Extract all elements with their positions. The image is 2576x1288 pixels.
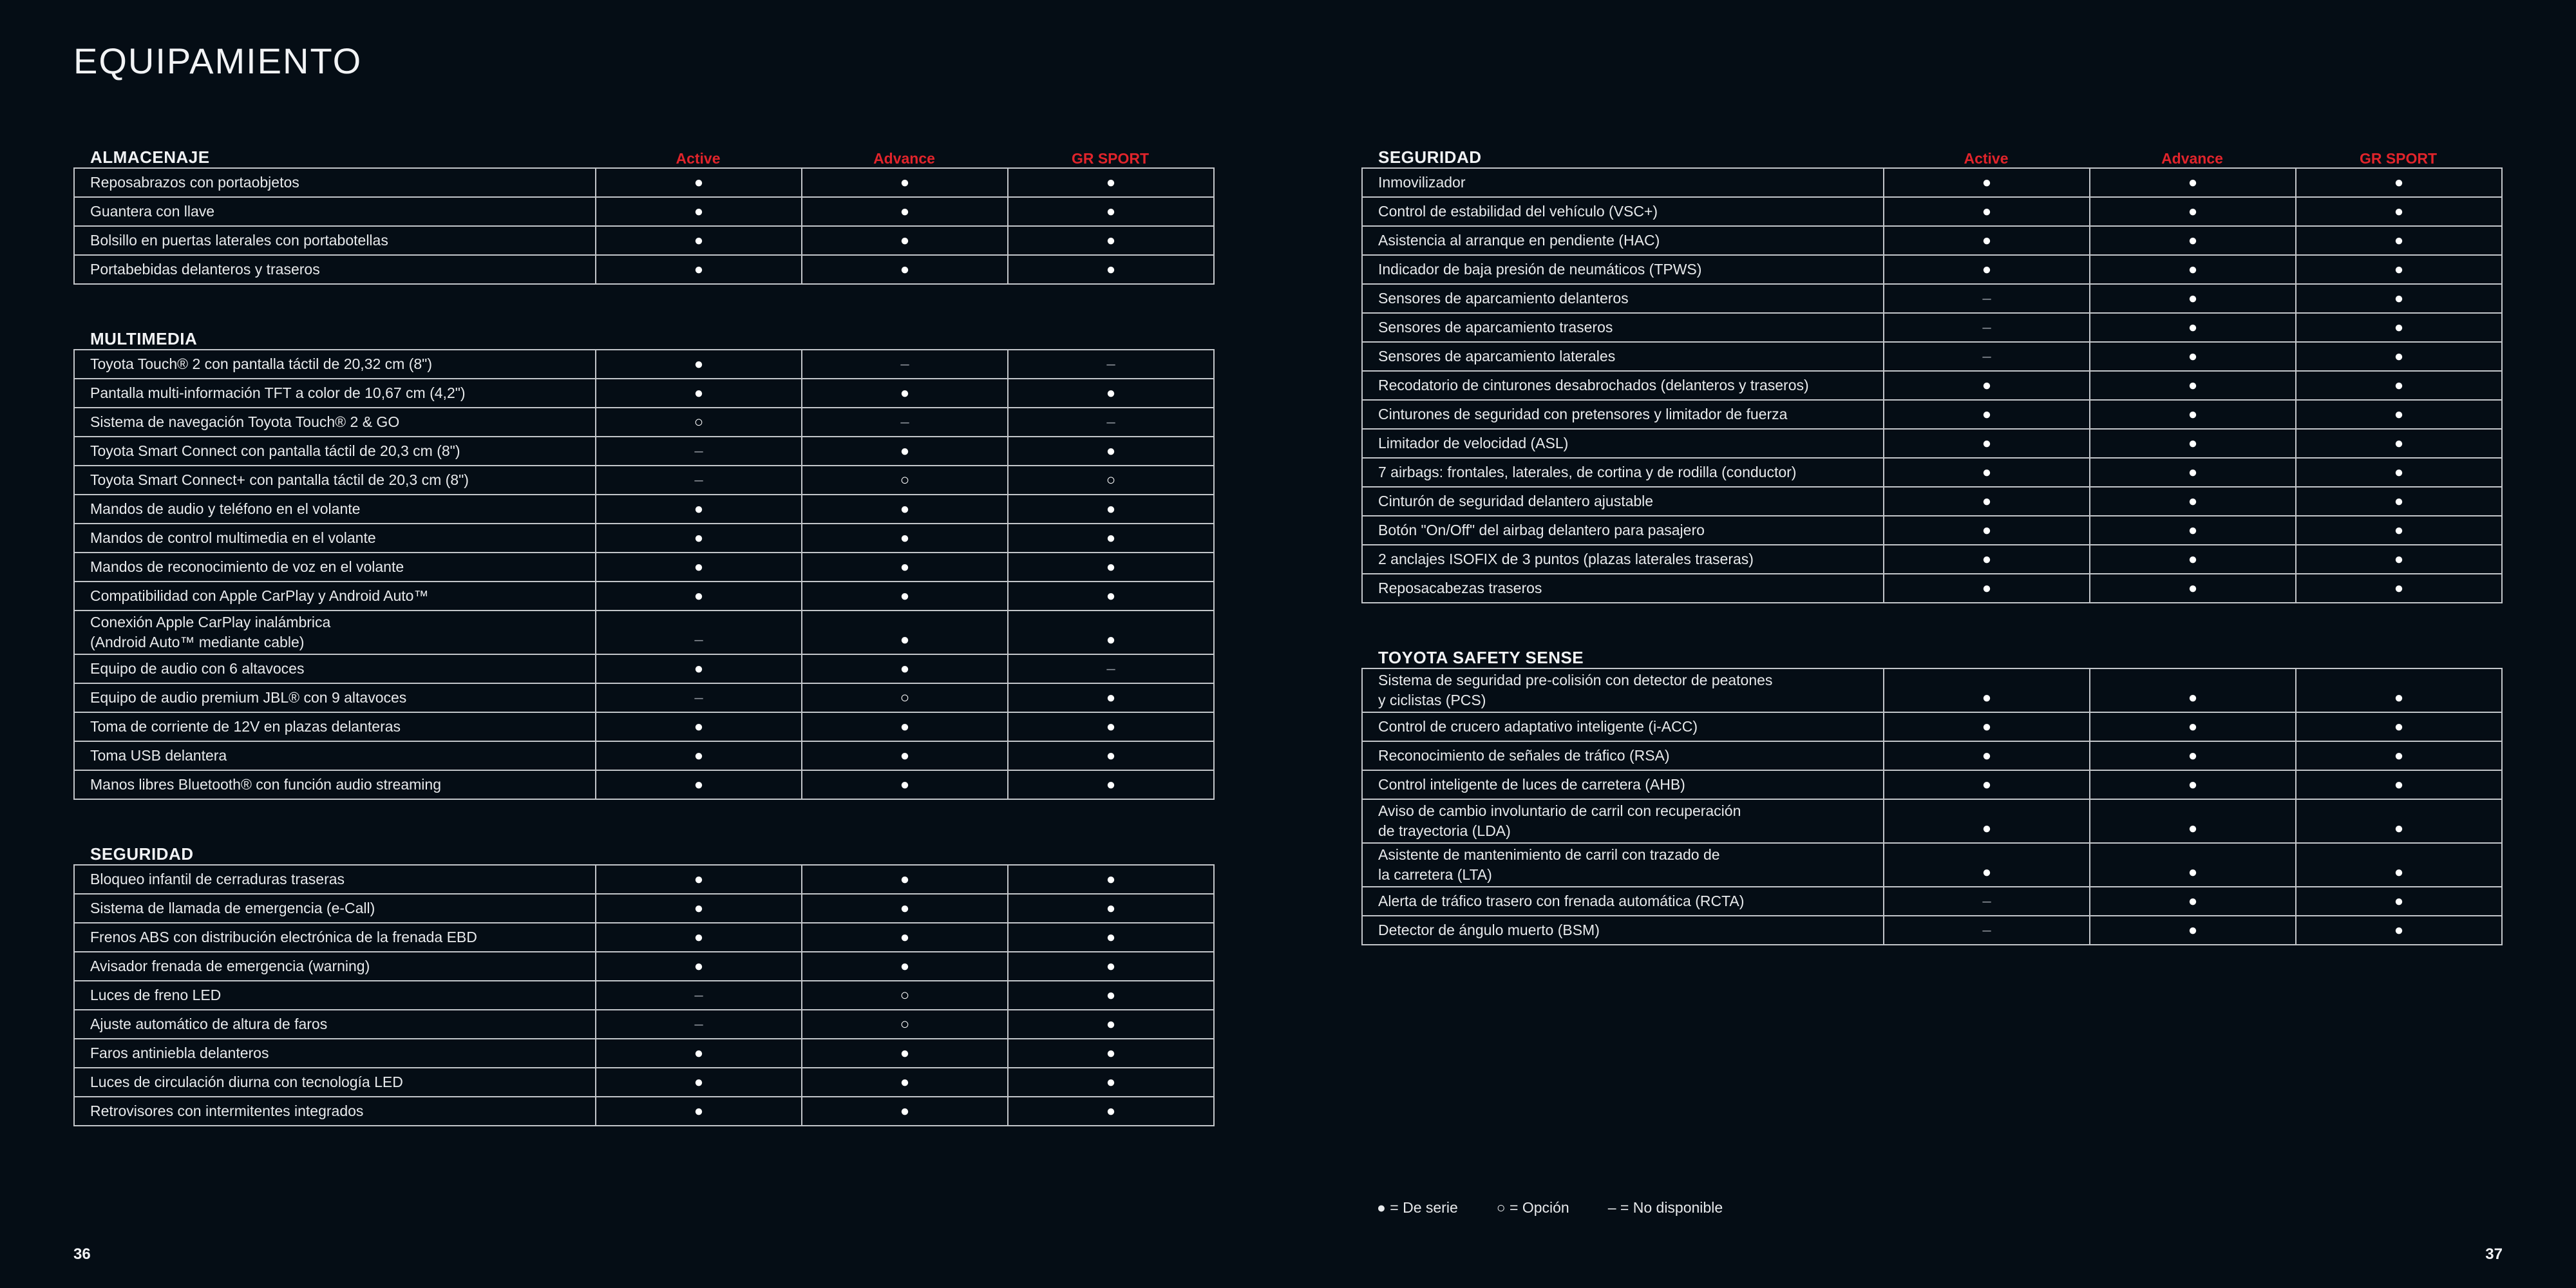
availability-active: ● bbox=[1884, 843, 2090, 887]
table-row bbox=[1362, 371, 2502, 400]
table-row bbox=[74, 168, 1214, 197]
availability-gr-sport: ○ bbox=[1008, 466, 1214, 495]
table-row bbox=[1362, 741, 2502, 770]
availability-advance: ● bbox=[2090, 843, 2296, 887]
feature-label: Toma de corriente de 12V en plazas delanteras bbox=[74, 712, 596, 741]
availability-gr-sport: ● bbox=[2296, 342, 2502, 371]
availability-active: ● bbox=[1884, 197, 2090, 226]
section-title: MULTIMEDIA bbox=[90, 329, 198, 348]
table-row bbox=[1362, 487, 2502, 516]
table-row bbox=[1362, 429, 2502, 458]
availability-advance: ● bbox=[802, 524, 1008, 553]
table-row bbox=[74, 770, 1214, 799]
table-row bbox=[74, 255, 1214, 284]
availability-advance: ● bbox=[2090, 255, 2296, 284]
availability-advance: ● bbox=[2090, 916, 2296, 945]
availability-gr-sport: ● bbox=[2296, 400, 2502, 429]
feature-label: Bolsillo en puertas laterales con portabotellas bbox=[74, 226, 596, 255]
availability-advance: ● bbox=[802, 255, 1008, 284]
availability-advance: ● bbox=[802, 1068, 1008, 1097]
availability-active: – bbox=[1884, 313, 2090, 342]
availability-gr-sport: ● bbox=[1008, 741, 1214, 770]
section-seguridad bbox=[73, 831, 1215, 1126]
availability-gr-sport: ● bbox=[2296, 284, 2502, 313]
legend-not-available: – = No disponible bbox=[1607, 1199, 1723, 1216]
feature-label: Sistema de llamada de emergencia (e-Call) bbox=[74, 894, 596, 923]
section-title: ALMACENAJE bbox=[90, 147, 210, 167]
feature-label: Asistencia al arranque en pendiente (HAC) bbox=[1362, 226, 1884, 255]
feature-label: Recodatorio de cinturones desabrochados (delanteros y traseros) bbox=[1362, 371, 1884, 400]
section-header bbox=[1361, 134, 2503, 167]
availability-advance: ● bbox=[2090, 197, 2296, 226]
table-row bbox=[1362, 226, 2502, 255]
table-row bbox=[74, 350, 1214, 379]
availability-gr-sport: ● bbox=[2296, 545, 2502, 574]
availability-active: ● bbox=[1884, 741, 2090, 770]
availability-active: – bbox=[596, 981, 802, 1010]
availability-advance: ● bbox=[2090, 516, 2296, 545]
availability-active: ● bbox=[596, 1097, 802, 1126]
feature-label: Inmovilizador bbox=[1362, 168, 1884, 197]
availability-active: ● bbox=[1884, 487, 2090, 516]
availability-advance: – bbox=[802, 350, 1008, 379]
availability-gr-sport: ● bbox=[1008, 611, 1214, 654]
table-row bbox=[1362, 458, 2502, 487]
table-row bbox=[74, 611, 1214, 654]
availability-gr-sport: ● bbox=[2296, 741, 2502, 770]
left-column bbox=[73, 134, 1215, 1157]
availability-advance: ● bbox=[2090, 284, 2296, 313]
feature-label: Limitador de velocidad (ASL) bbox=[1362, 429, 1884, 458]
availability-advance: ● bbox=[802, 1097, 1008, 1126]
feature-label: Guantera con llave bbox=[74, 197, 596, 226]
legend-option: ○ = Opción bbox=[1496, 1199, 1569, 1216]
availability-advance: ● bbox=[2090, 770, 2296, 799]
availability-active: ● bbox=[1884, 516, 2090, 545]
availability-advance: ○ bbox=[802, 1010, 1008, 1039]
availability-advance: ● bbox=[802, 1039, 1008, 1068]
table-row bbox=[74, 952, 1214, 981]
feature-label: Sensores de aparcamiento laterales bbox=[1362, 342, 1884, 371]
table-row bbox=[74, 683, 1214, 712]
equipment-table bbox=[1361, 167, 2503, 603]
availability-active: ● bbox=[1884, 668, 2090, 712]
availability-gr-sport: ● bbox=[1008, 437, 1214, 466]
availability-advance: ● bbox=[802, 865, 1008, 894]
availability-gr-sport: ● bbox=[1008, 1010, 1214, 1039]
section-title: TOYOTA SAFETY SENSE bbox=[1378, 648, 1584, 667]
availability-advance: ● bbox=[802, 437, 1008, 466]
availability-advance: ● bbox=[802, 379, 1008, 408]
table-row bbox=[1362, 313, 2502, 342]
availability-gr-sport: ● bbox=[2296, 226, 2502, 255]
table-row bbox=[74, 741, 1214, 770]
feature-label: Luces de circulación diurna con tecnología LED bbox=[74, 1068, 596, 1097]
section-almacenaje bbox=[73, 134, 1215, 285]
availability-gr-sport: ● bbox=[2296, 887, 2502, 916]
availability-active: ● bbox=[596, 379, 802, 408]
table-row bbox=[1362, 843, 2502, 887]
table-row bbox=[1362, 168, 2502, 197]
availability-gr-sport: ● bbox=[1008, 770, 1214, 799]
availability-gr-sport: ● bbox=[1008, 1039, 1214, 1068]
availability-advance: ● bbox=[2090, 487, 2296, 516]
availability-advance: ● bbox=[802, 553, 1008, 582]
availability-advance: ● bbox=[802, 894, 1008, 923]
page-number-left: 36 bbox=[73, 1245, 91, 1263]
feature-label: Sensores de aparcamiento delanteros bbox=[1362, 284, 1884, 313]
table-row bbox=[74, 553, 1214, 582]
table-row bbox=[74, 524, 1214, 553]
table-row bbox=[74, 865, 1214, 894]
availability-active: – bbox=[596, 437, 802, 466]
availability-advance: ● bbox=[802, 582, 1008, 611]
table-row bbox=[74, 654, 1214, 683]
feature-label: Retrovisores con intermitentes integrados bbox=[74, 1097, 596, 1126]
availability-active: ● bbox=[596, 654, 802, 683]
section-header bbox=[1361, 634, 2503, 668]
feature-label: Alerta de tráfico trasero con frenada automática (RCTA) bbox=[1362, 887, 1884, 916]
availability-advance: ● bbox=[2090, 712, 2296, 741]
availability-active: ● bbox=[1884, 400, 2090, 429]
feature-label: Reposacabezas traseros bbox=[1362, 574, 1884, 603]
table-row bbox=[1362, 284, 2502, 313]
availability-gr-sport: ● bbox=[1008, 1068, 1214, 1097]
table-row bbox=[1362, 197, 2502, 226]
section-header bbox=[73, 134, 1215, 167]
availability-gr-sport: ● bbox=[1008, 712, 1214, 741]
availability-advance: ● bbox=[802, 654, 1008, 683]
availability-advance: ○ bbox=[802, 466, 1008, 495]
feature-label: Toma USB delantera bbox=[74, 741, 596, 770]
trim-header-gr-sport: GR SPORT bbox=[2359, 150, 2438, 167]
availability-gr-sport: ● bbox=[2296, 487, 2502, 516]
table-row bbox=[74, 923, 1214, 952]
availability-advance: ● bbox=[2090, 741, 2296, 770]
trim-header-active: Active bbox=[1964, 150, 2009, 167]
availability-gr-sport: ● bbox=[2296, 516, 2502, 545]
availability-active: ● bbox=[1884, 770, 2090, 799]
availability-gr-sport: ● bbox=[2296, 371, 2502, 400]
availability-gr-sport: ● bbox=[1008, 683, 1214, 712]
availability-active: ● bbox=[596, 495, 802, 524]
availability-gr-sport: ● bbox=[2296, 843, 2502, 887]
feature-label: Compatibilidad con Apple CarPlay y Android Auto™ bbox=[74, 582, 596, 611]
availability-advance: ● bbox=[2090, 371, 2296, 400]
availability-advance: ● bbox=[802, 741, 1008, 770]
availability-active: ● bbox=[596, 894, 802, 923]
table-row bbox=[1362, 712, 2502, 741]
availability-gr-sport: – bbox=[1008, 350, 1214, 379]
availability-gr-sport: ● bbox=[2296, 458, 2502, 487]
availability-active: ● bbox=[596, 712, 802, 741]
availability-advance: ○ bbox=[802, 981, 1008, 1010]
table-row bbox=[1362, 916, 2502, 945]
availability-active: ● bbox=[596, 197, 802, 226]
table-row bbox=[1362, 516, 2502, 545]
availability-advance: ● bbox=[2090, 429, 2296, 458]
availability-active: ● bbox=[596, 1039, 802, 1068]
table-row bbox=[74, 1068, 1214, 1097]
availability-gr-sport: ● bbox=[2296, 916, 2502, 945]
availability-active: – bbox=[596, 683, 802, 712]
availability-advance: ● bbox=[2090, 545, 2296, 574]
availability-active: ● bbox=[1884, 226, 2090, 255]
equipment-table bbox=[1361, 668, 2503, 945]
availability-active: ● bbox=[1884, 168, 2090, 197]
availability-active: ● bbox=[596, 770, 802, 799]
equipment-table bbox=[73, 349, 1215, 800]
feature-label: Reconocimiento de señales de tráfico (RSA) bbox=[1362, 741, 1884, 770]
availability-active: ● bbox=[596, 255, 802, 284]
table-row bbox=[1362, 342, 2502, 371]
table-row bbox=[74, 712, 1214, 741]
trim-header-advance: Advance bbox=[2161, 150, 2223, 167]
section-title: SEGURIDAD bbox=[90, 844, 194, 864]
availability-gr-sport: ● bbox=[1008, 168, 1214, 197]
availability-advance: ● bbox=[802, 952, 1008, 981]
availability-active: ● bbox=[596, 923, 802, 952]
availability-active: ● bbox=[596, 1068, 802, 1097]
availability-active: ● bbox=[1884, 371, 2090, 400]
availability-active: ● bbox=[596, 582, 802, 611]
section-header bbox=[73, 831, 1215, 864]
table-row bbox=[74, 437, 1214, 466]
availability-active: ● bbox=[1884, 712, 2090, 741]
availability-gr-sport: ● bbox=[1008, 255, 1214, 284]
availability-active: ● bbox=[596, 524, 802, 553]
availability-active: ● bbox=[1884, 458, 2090, 487]
availability-advance: ● bbox=[2090, 400, 2296, 429]
availability-advance: ● bbox=[2090, 799, 2296, 843]
feature-label: Avisador frenada de emergencia (warning) bbox=[74, 952, 596, 981]
feature-label: Reposabrazos con portaobjetos bbox=[74, 168, 596, 197]
availability-active: – bbox=[596, 1010, 802, 1039]
feature-label: Frenos ABS con distribución electrónica de la frenada EBD bbox=[74, 923, 596, 952]
availability-advance: ● bbox=[2090, 226, 2296, 255]
feature-label: Cinturones de seguridad con pretensores y limitador de fuerza bbox=[1362, 400, 1884, 429]
feature-label: Cinturón de seguridad delantero ajustable bbox=[1362, 487, 1884, 516]
availability-gr-sport: ● bbox=[2296, 712, 2502, 741]
availability-active: – bbox=[596, 611, 802, 654]
availability-active: – bbox=[596, 466, 802, 495]
availability-advance: ○ bbox=[802, 683, 1008, 712]
availability-gr-sport: ● bbox=[2296, 429, 2502, 458]
feature-label: Equipo de audio con 6 altavoces bbox=[74, 654, 596, 683]
availability-gr-sport: ● bbox=[2296, 770, 2502, 799]
availability-active: – bbox=[1884, 342, 2090, 371]
feature-label: Aviso de cambio involuntario de carril con recuperación de trayectoria (LDA) bbox=[1362, 799, 1884, 843]
section-header bbox=[73, 316, 1215, 349]
availability-active: ● bbox=[1884, 799, 2090, 843]
availability-gr-sport: – bbox=[1008, 408, 1214, 437]
feature-label: Mandos de control multimedia en el volante bbox=[74, 524, 596, 553]
feature-label: Toyota Smart Connect con pantalla táctil de 20,3 cm (8") bbox=[74, 437, 596, 466]
availability-active: ● bbox=[1884, 545, 2090, 574]
feature-label: Indicador de baja presión de neumáticos (TPWS) bbox=[1362, 255, 1884, 284]
table-row bbox=[74, 1010, 1214, 1039]
table-row bbox=[1362, 887, 2502, 916]
feature-label: Luces de freno LED bbox=[74, 981, 596, 1010]
availability-gr-sport: ● bbox=[2296, 799, 2502, 843]
table-row bbox=[74, 408, 1214, 437]
legend-standard: ● = De serie bbox=[1377, 1199, 1458, 1216]
table-row bbox=[74, 894, 1214, 923]
feature-label: Faros antiniebla delanteros bbox=[74, 1039, 596, 1068]
availability-gr-sport: ● bbox=[2296, 168, 2502, 197]
feature-label: Mandos de reconocimiento de voz en el volante bbox=[74, 553, 596, 582]
availability-advance: ● bbox=[2090, 342, 2296, 371]
table-row bbox=[74, 466, 1214, 495]
availability-advance: ● bbox=[2090, 458, 2296, 487]
availability-advance: ● bbox=[802, 611, 1008, 654]
table-row bbox=[74, 226, 1214, 255]
availability-active: ● bbox=[596, 865, 802, 894]
availability-active: ● bbox=[596, 226, 802, 255]
availability-active: ● bbox=[596, 350, 802, 379]
table-row bbox=[74, 197, 1214, 226]
availability-gr-sport: ● bbox=[1008, 952, 1214, 981]
availability-active: ● bbox=[1884, 574, 2090, 603]
feature-label: Equipo de audio premium JBL® con 9 altavoces bbox=[74, 683, 596, 712]
feature-label: Asistente de mantenimiento de carril con trazado de la carretera (LTA) bbox=[1362, 843, 1884, 887]
feature-label: Manos libres Bluetooth® con función audio streaming bbox=[74, 770, 596, 799]
availability-advance: ● bbox=[802, 923, 1008, 952]
availability-advance: ● bbox=[802, 770, 1008, 799]
availability-gr-sport: ● bbox=[1008, 582, 1214, 611]
trim-header-gr-sport: GR SPORT bbox=[1071, 150, 1150, 167]
availability-active: – bbox=[1884, 284, 2090, 313]
availability-gr-sport: ● bbox=[1008, 524, 1214, 553]
availability-active: ● bbox=[596, 553, 802, 582]
availability-gr-sport: – bbox=[1008, 654, 1214, 683]
availability-gr-sport: ● bbox=[1008, 894, 1214, 923]
availability-gr-sport: ● bbox=[1008, 923, 1214, 952]
table-row bbox=[74, 1097, 1214, 1126]
feature-label: Bloqueo infantil de cerraduras traseras bbox=[74, 865, 596, 894]
section-toyota-safety-sense bbox=[1361, 634, 2503, 945]
availability-advance: ● bbox=[2090, 313, 2296, 342]
table-row bbox=[74, 495, 1214, 524]
availability-advance: ● bbox=[2090, 668, 2296, 712]
feature-label: Control inteligente de luces de carretera (AHB) bbox=[1362, 770, 1884, 799]
availability-advance: ● bbox=[802, 197, 1008, 226]
availability-active: ● bbox=[596, 952, 802, 981]
availability-gr-sport: ● bbox=[2296, 197, 2502, 226]
table-row bbox=[1362, 545, 2502, 574]
availability-active: ● bbox=[1884, 255, 2090, 284]
table-row bbox=[74, 1039, 1214, 1068]
availability-advance: ● bbox=[802, 495, 1008, 524]
table-row bbox=[74, 379, 1214, 408]
availability-advance: ● bbox=[802, 226, 1008, 255]
section-title: SEGURIDAD bbox=[1378, 147, 1482, 167]
availability-advance: ● bbox=[2090, 168, 2296, 197]
availability-advance: ● bbox=[802, 712, 1008, 741]
legend bbox=[1377, 1199, 1723, 1217]
table-row bbox=[74, 981, 1214, 1010]
availability-gr-sport: ● bbox=[2296, 668, 2502, 712]
availability-gr-sport: ● bbox=[1008, 379, 1214, 408]
feature-label: Ajuste automático de altura de faros bbox=[74, 1010, 596, 1039]
table-row bbox=[1362, 668, 2502, 712]
availability-gr-sport: ● bbox=[1008, 553, 1214, 582]
availability-advance: ● bbox=[2090, 887, 2296, 916]
feature-label: Portabebidas delanteros y traseros bbox=[74, 255, 596, 284]
availability-gr-sport: ● bbox=[2296, 255, 2502, 284]
feature-label: 7 airbags: frontales, laterales, de cortina y de rodilla (conductor) bbox=[1362, 458, 1884, 487]
equipment-table bbox=[73, 864, 1215, 1126]
availability-advance: – bbox=[802, 408, 1008, 437]
feature-label: Toyota Touch® 2 con pantalla táctil de 20,32 cm (8") bbox=[74, 350, 596, 379]
availability-gr-sport: ● bbox=[1008, 981, 1214, 1010]
table-row bbox=[1362, 770, 2502, 799]
feature-label: Sistema de navegación Toyota Touch® 2 & GO bbox=[74, 408, 596, 437]
right-column bbox=[1361, 134, 2503, 976]
availability-active: ● bbox=[596, 168, 802, 197]
section-seguridad bbox=[1361, 134, 2503, 603]
availability-gr-sport: ● bbox=[1008, 495, 1214, 524]
page-number-right: 37 bbox=[2485, 1245, 2503, 1263]
feature-label: Mandos de audio y teléfono en el volante bbox=[74, 495, 596, 524]
availability-active: ● bbox=[1884, 429, 2090, 458]
trim-header-active: Active bbox=[676, 150, 721, 167]
table-row bbox=[1362, 574, 2502, 603]
feature-label: 2 anclajes ISOFIX de 3 puntos (plazas laterales traseras) bbox=[1362, 545, 1884, 574]
availability-gr-sport: ● bbox=[2296, 574, 2502, 603]
availability-gr-sport: ● bbox=[1008, 865, 1214, 894]
availability-gr-sport: ● bbox=[2296, 313, 2502, 342]
availability-advance: ● bbox=[802, 168, 1008, 197]
table-row bbox=[1362, 255, 2502, 284]
availability-active: – bbox=[1884, 887, 2090, 916]
feature-label: Conexión Apple CarPlay inalámbrica (Android Auto™ mediante cable) bbox=[74, 611, 596, 654]
feature-label: Toyota Smart Connect+ con pantalla táctil de 20,3 cm (8") bbox=[74, 466, 596, 495]
feature-label: Botón "On/Off" del airbag delantero para pasajero bbox=[1362, 516, 1884, 545]
page-title: EQUIPAMIENTO bbox=[73, 41, 363, 81]
feature-label: Detector de ángulo muerto (BSM) bbox=[1362, 916, 1884, 945]
feature-label: Sensores de aparcamiento traseros bbox=[1362, 313, 1884, 342]
availability-active: – bbox=[1884, 916, 2090, 945]
availability-active: ● bbox=[596, 741, 802, 770]
table-row bbox=[1362, 799, 2502, 843]
availability-gr-sport: ● bbox=[1008, 197, 1214, 226]
availability-gr-sport: ● bbox=[1008, 1097, 1214, 1126]
availability-advance: ● bbox=[2090, 574, 2296, 603]
table-row bbox=[74, 582, 1214, 611]
section-multimedia bbox=[73, 316, 1215, 800]
feature-label: Pantalla multi-información TFT a color de 10,67 cm (4,2") bbox=[74, 379, 596, 408]
feature-label: Sistema de seguridad pre-colisión con detector de peatones y ciclistas (PCS) bbox=[1362, 668, 1884, 712]
feature-label: Control de crucero adaptativo inteligente (i-ACC) bbox=[1362, 712, 1884, 741]
availability-gr-sport: ● bbox=[1008, 226, 1214, 255]
table-row bbox=[1362, 400, 2502, 429]
trim-header-advance: Advance bbox=[873, 150, 935, 167]
equipment-table bbox=[73, 167, 1215, 285]
feature-label: Control de estabilidad del vehículo (VSC+) bbox=[1362, 197, 1884, 226]
availability-active: ○ bbox=[596, 408, 802, 437]
